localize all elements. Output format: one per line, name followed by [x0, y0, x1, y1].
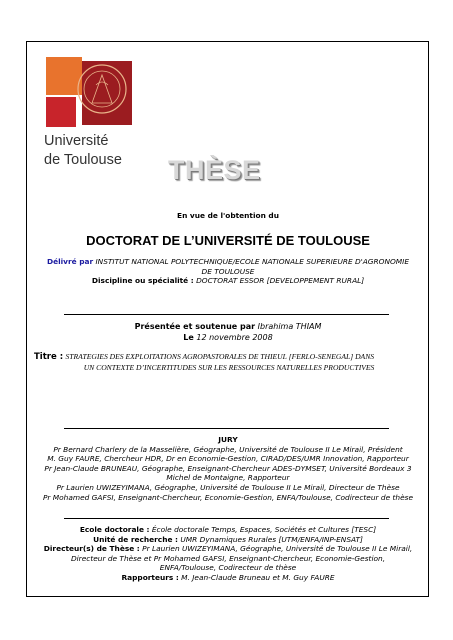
jury-line: M. Guy FAURE, Chercheur HDR, Dr en Economie-Gestion, CIRAD/DES/UMR Innovation, Rapporteur	[47, 454, 409, 464]
directeurs-value-2: Directeur de Thèse et Pr Mohamed GAFSI, Enseignant-Chercheur, Economie-Gestion,	[70, 553, 386, 563]
university-logo	[42, 55, 136, 177]
presentee-line	[30, 322, 426, 333]
title-line-1	[34, 352, 424, 363]
jury-line: Michel de Montaigne, Rapporteur	[166, 473, 290, 483]
jury-heading: JURY	[218, 435, 238, 444]
directeurs-line	[30, 544, 426, 554]
footer-block	[30, 525, 426, 583]
divider-1	[64, 314, 389, 315]
directeurs-value-3: ENFA/Toulouse, Codirecteur de thèse	[159, 563, 297, 573]
jury-line: Pr Mohamed GAFSI, Enseignant-Chercheur, Economie-Gestion, ENFA/Toulouse, Codirecteur de thèse	[42, 492, 414, 502]
title-value-2: UN CONTEXTE D’INCERTITUDES SUR LES RESSOURCES NATURELLES PRODUCTIVES	[83, 362, 375, 372]
directeurs-label: Directeur(s) de Thèse :	[43, 544, 140, 554]
ecole-label: Ecole doctorale :	[79, 525, 150, 534]
date-line	[30, 333, 426, 344]
jury-line: Pr Jean-Claude BRUNEAU, Géographe, Enseignant-Chercheur ADES-DYMSET, Université Bordeaux 3	[44, 463, 412, 473]
discipline-label: Discipline ou spécialité :	[91, 276, 194, 286]
delivre-value-1: INSTITUT NATIONAL POLYTECHNIQUE/ECOLE NATIONALE SUPERIEURE D'AGRONOMIE	[95, 257, 410, 266]
unite-label: Unité de recherche :	[93, 534, 178, 544]
logo-text-line2: de Toulouse	[44, 152, 122, 168]
these-title: THÈSE	[168, 155, 261, 185]
le-value: 12 novembre 2008	[196, 332, 273, 342]
rapporteurs-line	[30, 573, 426, 583]
doctorat-heading: DOCTORAT DE L’UNIVERSITÉ DE TOULOUSE	[86, 233, 370, 248]
delivre-value-2: DE TOULOUSE	[201, 266, 255, 276]
jury-line: Pr Bernard Charlery de la Masselière, Géographe, Université de Toulouse II Le Mirail, Président	[53, 444, 403, 454]
logo-text-line1: Université	[44, 133, 109, 149]
presentee-value: Ibrahima THIAM	[257, 322, 322, 331]
le-label: Le	[183, 332, 194, 342]
ecole-line	[30, 525, 426, 535]
discipline-line	[30, 276, 426, 286]
delivre-line	[30, 257, 426, 267]
presentation-block	[30, 322, 426, 343]
ecole-value: École doctorale Temps, Espaces, Sociétés et Cultures [TESC]	[151, 525, 377, 534]
title-label: Titre :	[34, 352, 64, 362]
en-vue-text: En vue de l'obtention du	[177, 211, 279, 220]
rapporteurs-label: Rapporteurs :	[121, 572, 179, 582]
thesis-title-block	[34, 352, 424, 373]
presentee-label: Présentée et soutenue par	[134, 322, 256, 331]
discipline-value: DOCTORAT ESSOR [DEVELOPPEMENT RURAL]	[196, 276, 365, 286]
delivre-label: Délivré par	[46, 257, 94, 266]
title-value-1: STRATEGIES DES EXPLOITATIONS AGROPASTORALES DE THIEUL [FERLO-SENEGAL] DANS	[65, 352, 375, 361]
divider-3	[64, 518, 389, 519]
jury-block	[30, 435, 426, 502]
directeurs-value-1: Pr Laurien UWIZEYIMANA, Géographe, Université de Toulouse II Le Mirail,	[142, 544, 413, 554]
rapporteurs-value: M. Jean-Claude Bruneau et M. Guy FAURE	[181, 572, 335, 582]
jury-line: Pr Laurien UWIZEYIMANA, Géographe, Université de Toulouse II Le Mirail, Directeur de Thèse	[56, 482, 400, 492]
delivre-block	[30, 257, 426, 286]
unite-value: UMR Dynamiques Rurales [UTM/ENFA/INP-ENSAT]	[180, 534, 363, 544]
divider-2	[64, 428, 389, 429]
unite-line	[30, 535, 426, 545]
